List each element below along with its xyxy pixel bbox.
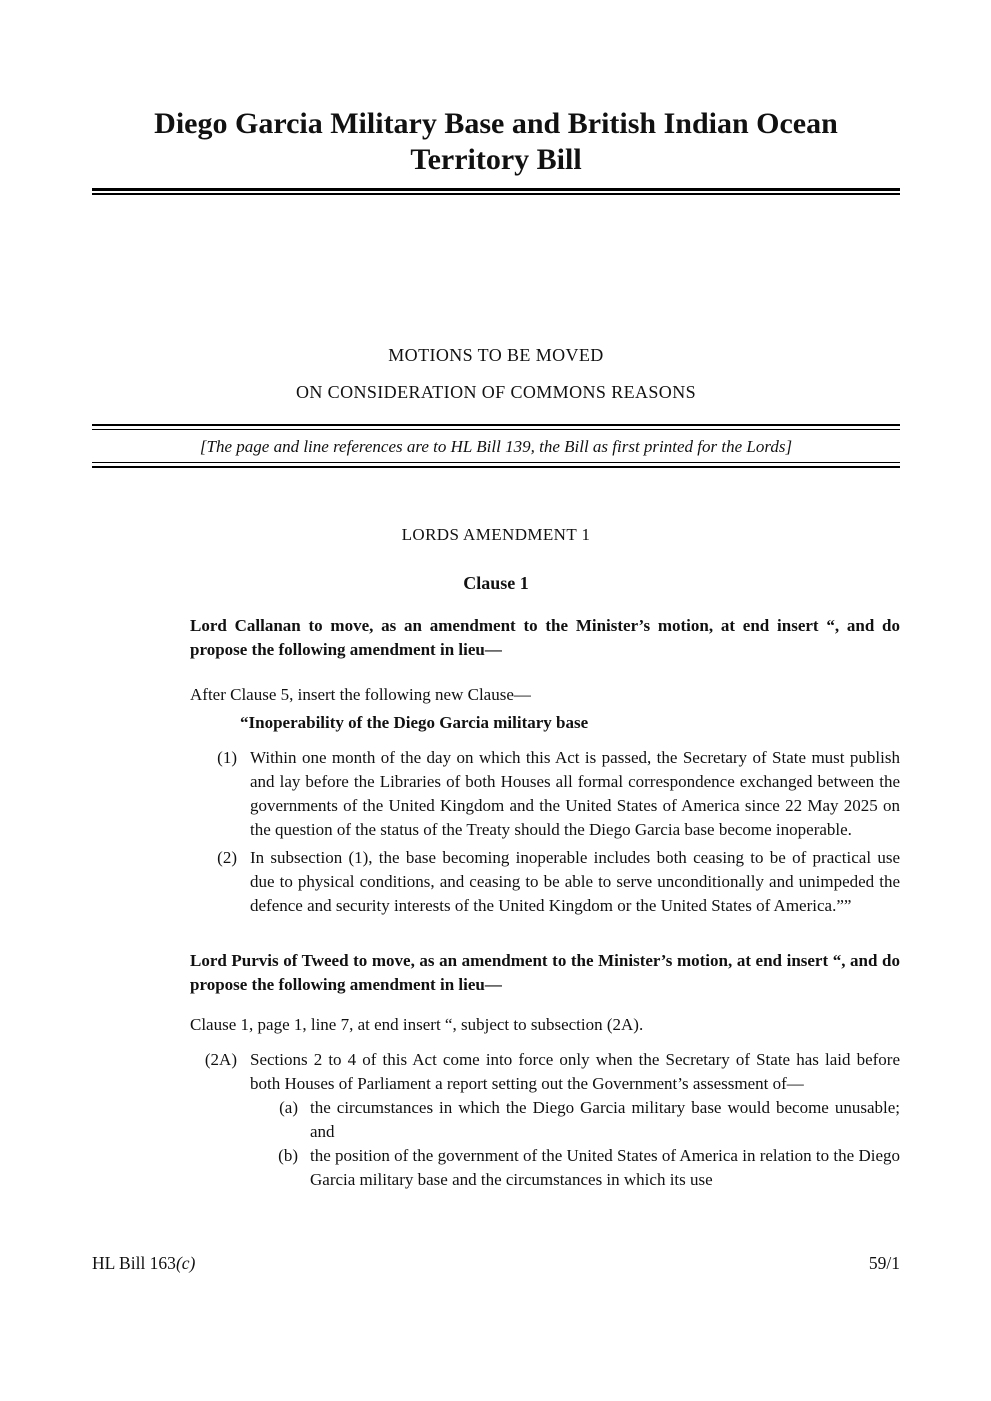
title-double-rule — [92, 188, 900, 195]
motion-purvis-instruction: Clause 1, page 1, line 7, at end insert “, subject to subsection (2A). — [190, 1015, 644, 1034]
subsection-2A-letter-list — [250, 1096, 900, 1192]
subsection-2A — [190, 1048, 900, 1192]
motion-purvis-mover-text: Lord Purvis of Tweed to move, as an amendment to the Minister’s motion, at end insert “, and do propose the following amendment in lieu— — [190, 951, 900, 994]
reference-note: [The page and line references are to HL Bill 139, the Bill as first printed for the Lords] — [199, 437, 793, 456]
paragraph-a — [265, 1096, 900, 1144]
page-reference: 59/1 — [868, 1253, 900, 1273]
subsection-1 — [190, 746, 900, 842]
motion-callanan-instruction: After Clause 5, insert the following new Clause— — [190, 685, 531, 704]
subsection-2A-text: Sections 2 to 4 of this Act come into force only when the Secretary of State has laid before both Houses of Parliament a report setting out the Government’s assessment of— — [250, 1050, 900, 1093]
lords-amendment-heading: LORDS AMENDMENT 1 — [401, 525, 591, 544]
paragraph-a-number: (a) — [279, 1098, 298, 1117]
bill-number: HL Bill 163 — [92, 1253, 176, 1273]
paragraph-a-text: the circumstances in which the Diego Garcia military base would become unusable; and — [310, 1098, 900, 1141]
motions-heading-line2: ON CONSIDERATION OF COMMONS REASONS — [295, 382, 697, 402]
document-title: Diego Garcia Military Base and British Indian Ocean Territory Bill — [154, 107, 838, 176]
subsection-2 — [190, 846, 900, 918]
clause-heading: Clause 1 — [463, 573, 529, 593]
bill-reference — [92, 1252, 195, 1274]
subsection-1-number: (1) — [217, 748, 237, 767]
new-clause-title: “Inoperability of the Diego Garcia military base — [240, 713, 589, 732]
bill-suffix: (c) — [175, 1253, 196, 1273]
subsection-1-text: Within one month of the day on which this Act is passed, the Secretary of State must publish and lay before the Libraries of both Houses all formal correspondence exchanged between the governments of the United Kingdom and the United States of America since 22 May 2025 on the question of the status of the Treaty should the Diego Garcia base become inoperable. — [250, 748, 900, 839]
subsection-2-number: (2) — [217, 848, 237, 867]
subsection-2-text: In subsection (1), the base becoming inoperable includes both ceasing to be of practical use due to physical conditions, and ceasing to be able to serve unconditionally and unimpeded the defence and security interests of the United Kingdom or the United States of America.”” — [250, 848, 900, 915]
subsection-2A-body — [250, 1048, 900, 1192]
motion-callanan-mover-text: Lord Callanan to move, as an amendment to the Minister’s motion, at end insert “, and do propose the following amendment in lieu— — [190, 616, 900, 659]
subsection-2A-number: (2A) — [204, 1050, 237, 1069]
page-content — [92, 0, 900, 1192]
page-footer — [92, 1252, 900, 1274]
reference-note-top-rule — [92, 424, 900, 430]
paragraph-b-number: (b) — [278, 1146, 298, 1165]
motions-heading-line1: MOTIONS TO BE MOVED — [388, 345, 604, 365]
paragraph-b — [265, 1144, 900, 1192]
paragraph-b-text: the position of the government of the United States of America in relation to the Diego Garcia military base and the circumstances in which its use — [310, 1146, 900, 1189]
reference-note-bottom-rule — [92, 462, 900, 468]
